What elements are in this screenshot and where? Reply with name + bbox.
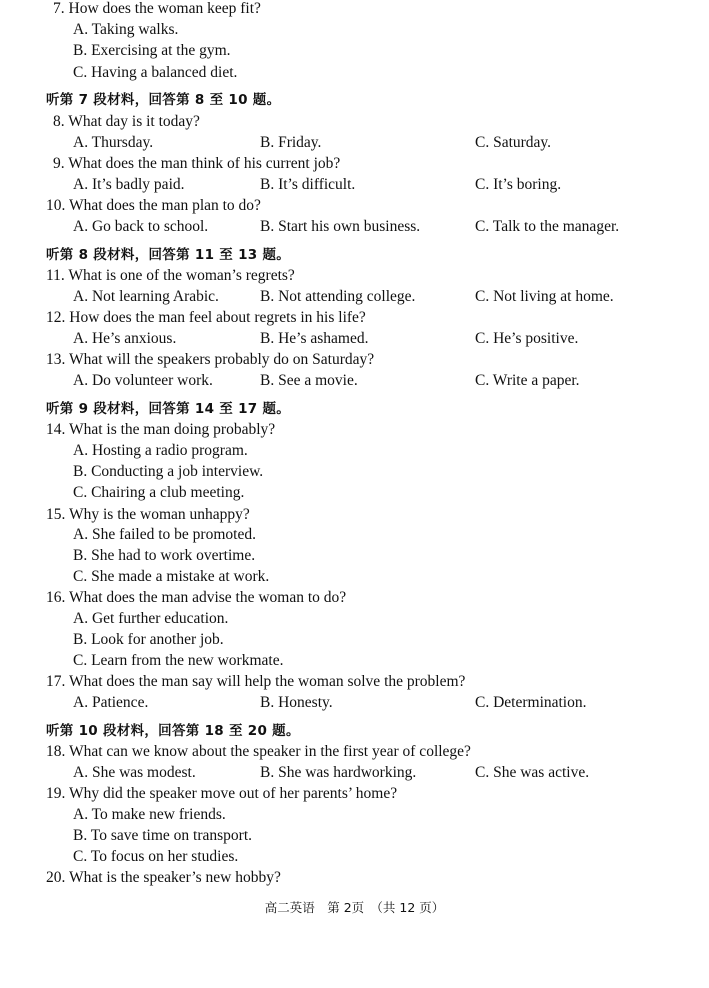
q19-option-c: C. To focus on her studies. bbox=[73, 848, 239, 865]
q11-option-b: B. Not attending college. bbox=[260, 288, 416, 305]
q17-option-b: B. Honesty. bbox=[260, 694, 333, 711]
section-10-heading: 听第 10 段材料，回答第 18 至 20 题。 bbox=[46, 723, 300, 739]
q14-option-a: A. Hosting a radio program. bbox=[73, 442, 248, 459]
question-17: 17. What does the man say will help the woman solve the problem? bbox=[46, 673, 466, 690]
q18-option-c: C. She was active. bbox=[475, 764, 590, 781]
q8-option-a: A. Thursday. bbox=[73, 134, 154, 151]
q10-option-c: C. Talk to the manager. bbox=[475, 218, 620, 235]
q16-option-a: A. Get further education. bbox=[73, 610, 229, 627]
q17-option-a: A. Patience. bbox=[73, 694, 149, 711]
question-18: 18. What can we know about the speaker in the first year of college? bbox=[46, 743, 471, 760]
q11-option-c: C. Not living at home. bbox=[475, 288, 614, 305]
q9-option-b: B. It’s difficult. bbox=[260, 176, 356, 193]
q12-option-b: B. He’s ashamed. bbox=[260, 330, 369, 347]
question-14: 14. What is the man doing probably? bbox=[46, 421, 276, 438]
q17-option-c: C. Determination. bbox=[475, 694, 587, 711]
q8-option-b: B. Friday. bbox=[260, 134, 322, 151]
q9-option-c: C. It’s boring. bbox=[475, 176, 562, 193]
q16-option-b: B. Look for another job. bbox=[73, 631, 224, 648]
q16-option-c: C. Learn from the new workmate. bbox=[73, 652, 284, 669]
q9-option-a: A. It’s badly paid. bbox=[73, 176, 185, 193]
q12-option-a: A. He’s anxious. bbox=[73, 330, 177, 347]
q15-option-a: A. She failed to be promoted. bbox=[73, 526, 256, 543]
question-16: 16. What does the man advise the woman to do? bbox=[46, 589, 347, 606]
q18-option-b: B. She was hardworking. bbox=[260, 764, 417, 781]
q7-option-a: A. Taking walks. bbox=[73, 21, 179, 38]
q7-option-b: B. Exercising at the gym. bbox=[73, 42, 231, 59]
q14-option-b: B. Conducting a job interview. bbox=[73, 463, 264, 480]
question-15: 15. Why is the woman unhappy? bbox=[46, 506, 250, 523]
q12-option-c: C. He’s positive. bbox=[475, 330, 579, 347]
question-9: 9. What does the man think of his current job? bbox=[53, 155, 341, 172]
q19-option-b: B. To save time on transport. bbox=[73, 827, 253, 844]
question-19: 19. Why did the speaker move out of her parents’ home? bbox=[46, 785, 398, 802]
q10-option-b: B. Start his own business. bbox=[260, 218, 421, 235]
q15-option-c: C. She made a mistake at work. bbox=[73, 568, 270, 585]
q15-option-b: B. She had to work overtime. bbox=[73, 547, 256, 564]
question-13: 13. What will the speakers probably do on Saturday? bbox=[46, 351, 375, 368]
question-10: 10. What does the man plan to do? bbox=[46, 197, 261, 214]
page-footer: 高二英语 第 2页 （共 12 页） bbox=[264, 900, 445, 915]
question-11: 11. What is one of the woman’s regrets? bbox=[46, 267, 295, 284]
q14-option-c: C. Chairing a club meeting. bbox=[73, 484, 245, 501]
q7-option-c: C. Having a balanced diet. bbox=[73, 64, 238, 81]
question-12: 12. How does the man feel about regrets in his life? bbox=[46, 309, 366, 326]
q19-option-a: A. To make new friends. bbox=[73, 806, 226, 823]
section-9-heading: 听第 9 段材料，回答第 14 至 17 题。 bbox=[46, 401, 291, 417]
q11-option-a: A. Not learning Arabic. bbox=[73, 288, 219, 305]
question-7: 7. How does the woman keep fit? bbox=[53, 0, 261, 17]
section-8-heading: 听第 8 段材料，回答第 11 至 13 题。 bbox=[46, 247, 291, 263]
q10-option-a: A. Go back to school. bbox=[73, 218, 209, 235]
q13-option-b: B. See a movie. bbox=[260, 372, 358, 389]
q13-option-a: A. Do volunteer work. bbox=[73, 372, 213, 389]
section-7-heading: 听第 7 段材料，回答第 8 至 10 题。 bbox=[46, 92, 281, 108]
q8-option-c: C. Saturday. bbox=[475, 134, 552, 151]
question-8: 8. What day is it today? bbox=[53, 113, 200, 130]
q13-option-c: C. Write a paper. bbox=[475, 372, 580, 389]
q18-option-a: A. She was modest. bbox=[73, 764, 196, 781]
question-20: 20. What is the speaker’s new hobby? bbox=[46, 869, 281, 886]
